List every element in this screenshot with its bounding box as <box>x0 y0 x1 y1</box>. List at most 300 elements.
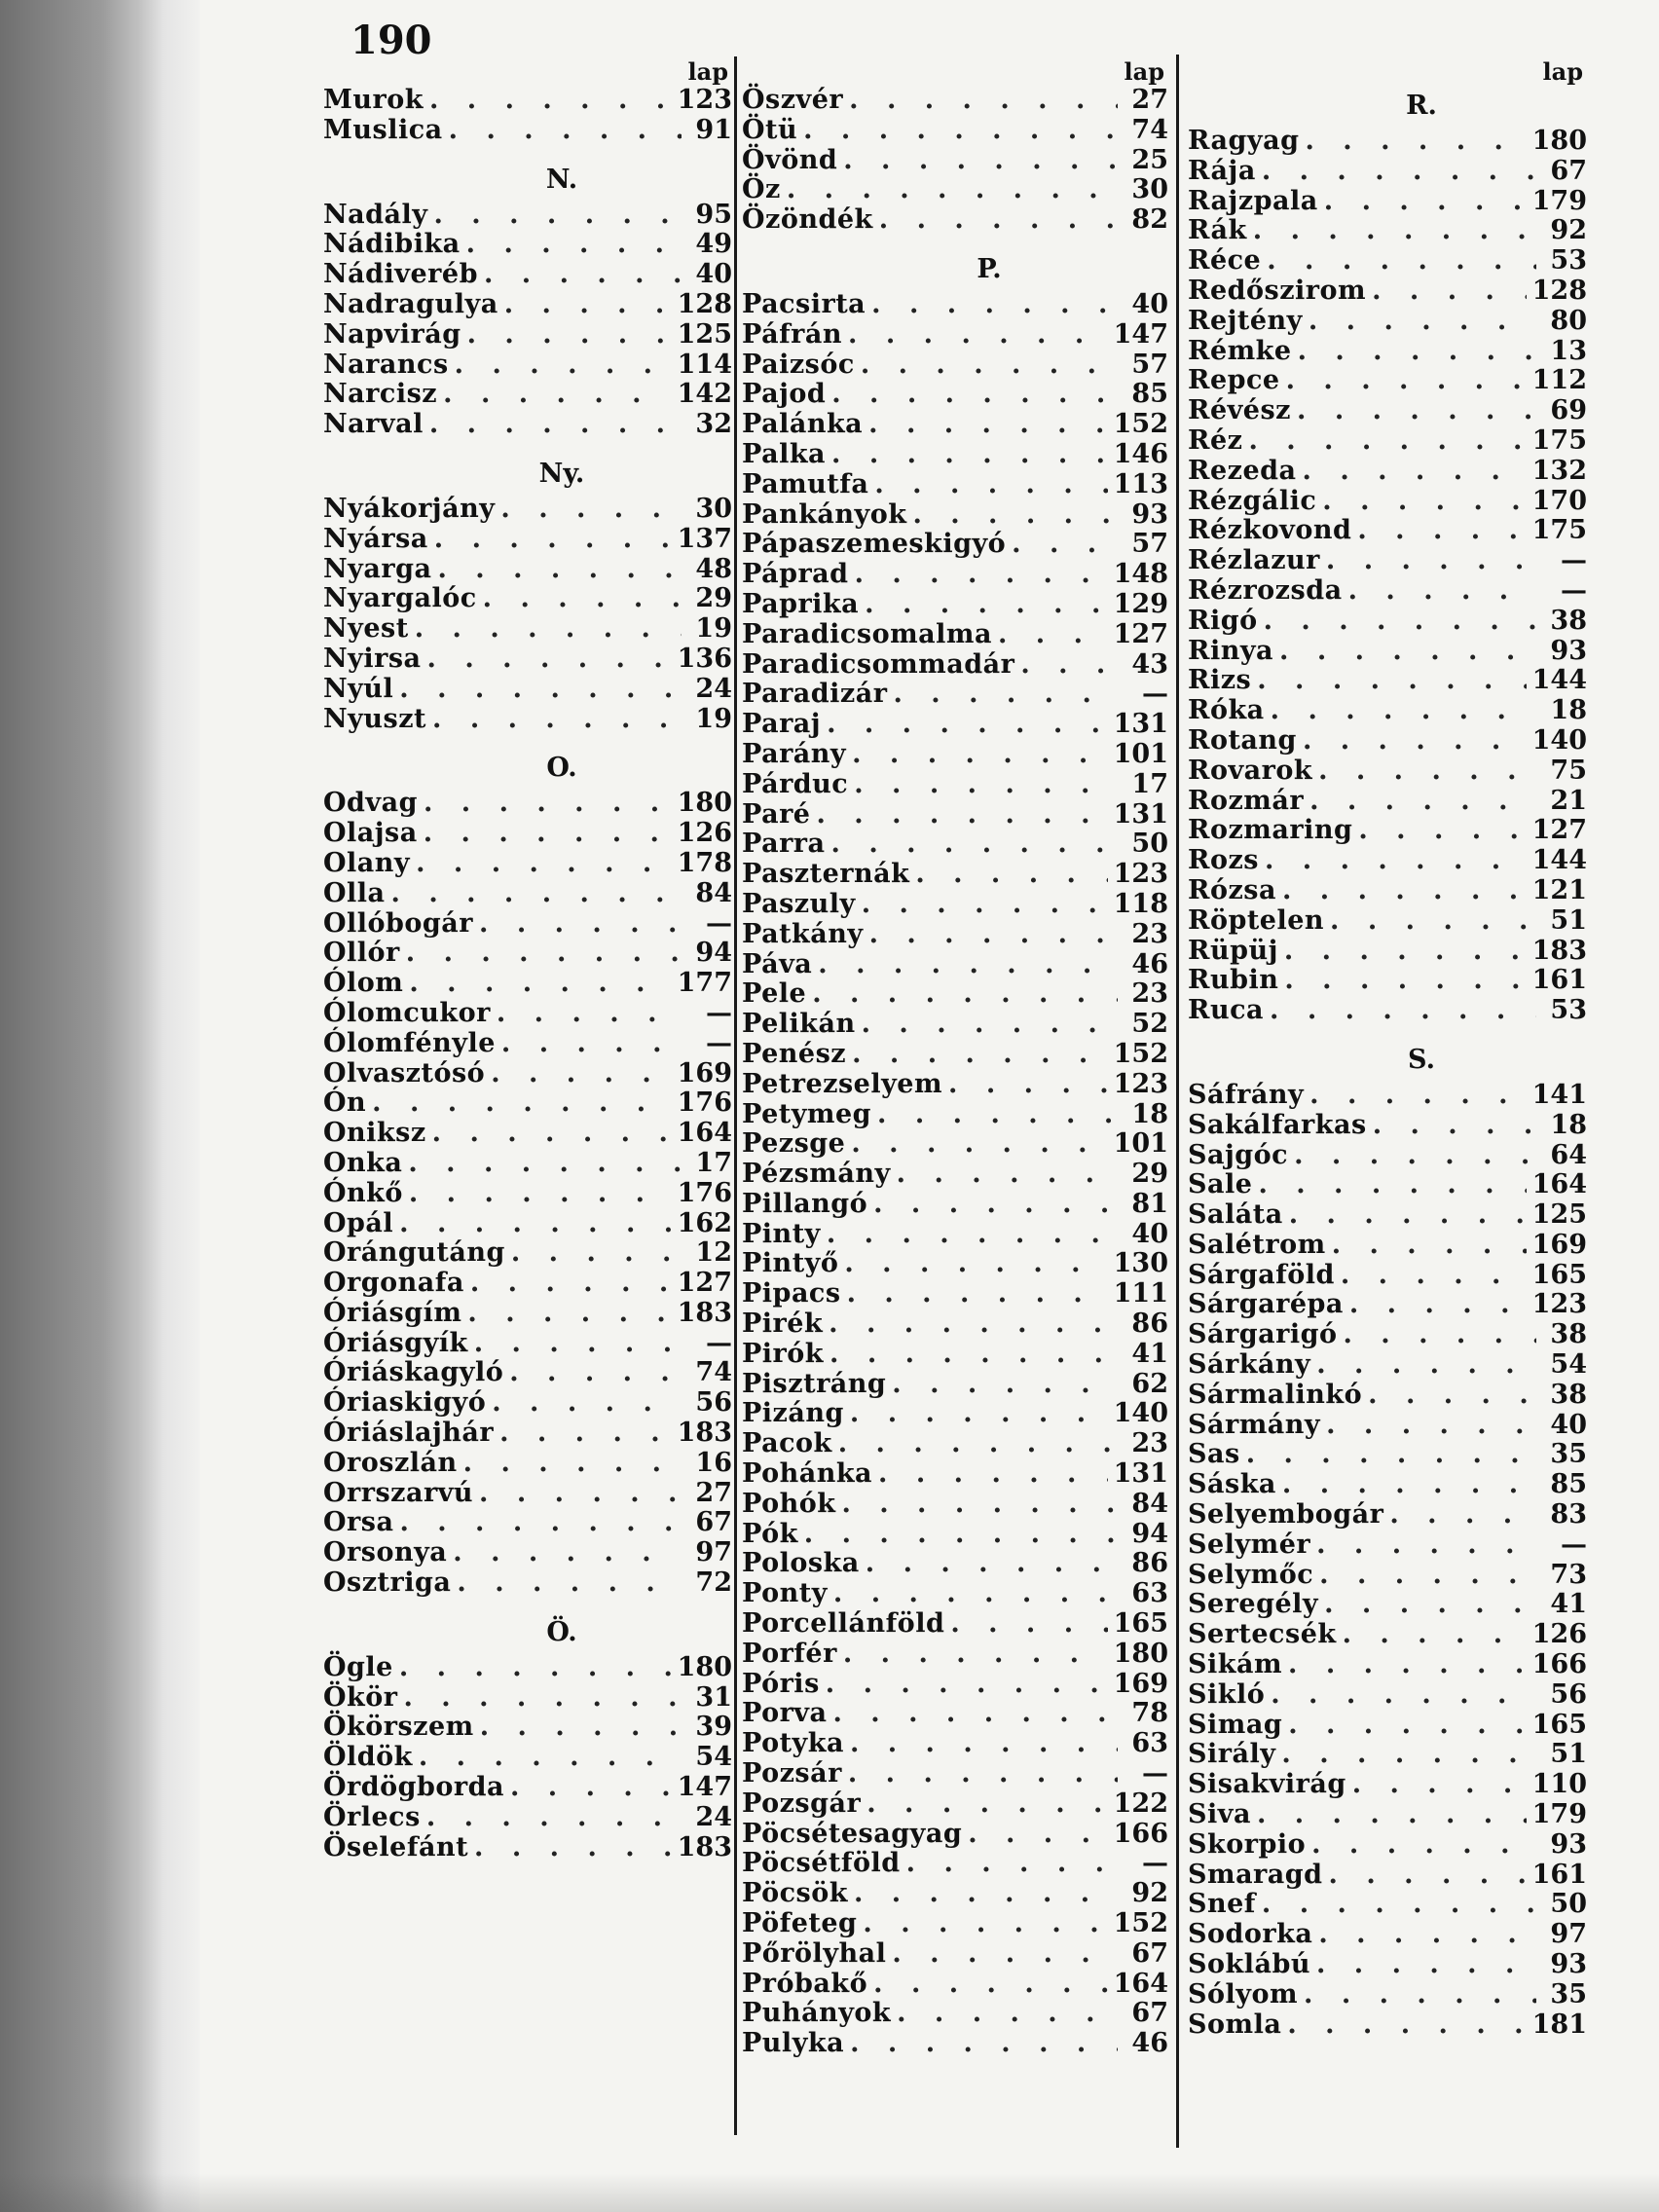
leader-dots <box>1248 426 1526 457</box>
entry-page-number: 67 <box>1550 155 1587 186</box>
entry-word: Sirály <box>1188 1739 1276 1770</box>
entry-page-number: 123 <box>677 85 732 115</box>
column-rule-left <box>734 56 737 2135</box>
entry-page-number: 183 <box>677 1831 732 1862</box>
index-entry <box>1188 576 1587 607</box>
entry-word: Pézsmány <box>742 1159 891 1190</box>
index-entry <box>742 86 1168 116</box>
entry-page-number: 54 <box>695 1742 732 1773</box>
index-entry <box>323 1743 732 1773</box>
entry-page-number: — <box>706 1327 732 1358</box>
index-entry <box>323 939 732 969</box>
index-entry <box>1188 996 1587 1026</box>
entry-word: Pelikán <box>742 1009 856 1040</box>
index-entry <box>323 495 732 525</box>
leader-dots <box>415 614 682 645</box>
leader-dots <box>830 1340 1118 1370</box>
entry-page-number: 48 <box>695 553 732 584</box>
leader-dots <box>841 1490 1118 1520</box>
entry-word: Sáfrány <box>1188 1079 1305 1110</box>
entry-page-number: 25 <box>1131 144 1168 175</box>
entry-page-number: 183 <box>677 1418 732 1449</box>
entry-page-number: 85 <box>1550 1469 1587 1500</box>
entry-page-number: 177 <box>677 968 732 999</box>
section-letter-heading: S. <box>1408 1044 1435 1075</box>
entry-page-number: 80 <box>1550 305 1587 336</box>
page-edge <box>136 0 204 2212</box>
leader-dots <box>406 939 682 969</box>
page-number: 190 <box>350 18 432 63</box>
entry-word: Paradicsomalma <box>742 618 992 649</box>
leader-dots <box>866 1789 1107 1820</box>
leader-dots <box>432 705 682 735</box>
leader-dots <box>467 320 672 350</box>
index-entry <box>742 1670 1168 1700</box>
leader-dots <box>437 555 682 585</box>
entry-page-number: 51 <box>1550 904 1587 936</box>
index-entry <box>742 950 1168 980</box>
entry-page-number: — <box>1561 574 1587 606</box>
index-entry <box>1188 1861 1587 1891</box>
leader-dots <box>501 1029 682 1059</box>
entry-page-number: 53 <box>1550 245 1587 276</box>
entry-page-number: 112 <box>1531 365 1587 396</box>
leader-dots <box>863 1909 1107 1939</box>
index-entry <box>323 410 732 440</box>
leader-dots <box>399 675 682 705</box>
entry-page-number: 127 <box>677 1268 732 1299</box>
index-entry <box>323 1238 732 1269</box>
entry-word: Póris <box>742 1668 820 1699</box>
index-entry <box>742 1609 1168 1640</box>
index-entry <box>323 969 732 999</box>
leader-dots <box>1309 1081 1526 1111</box>
entry-word: Ötü <box>742 114 798 145</box>
leader-dots <box>892 1939 1118 1970</box>
index-entry <box>1188 816 1587 846</box>
entry-word: Sárkány <box>1188 1349 1311 1381</box>
leader-dots <box>1289 1200 1527 1231</box>
leader-dots <box>827 1220 1118 1250</box>
leader-dots <box>843 1640 1108 1670</box>
index-entry <box>742 1520 1168 1550</box>
leader-dots <box>1271 696 1536 726</box>
leader-dots <box>1262 1890 1536 1920</box>
index-entry <box>323 1508 732 1538</box>
entry-page-number: 29 <box>695 583 732 614</box>
index-entry <box>323 260 732 290</box>
entry-page-number: 49 <box>695 229 732 260</box>
index-entry <box>1188 756 1587 787</box>
section-gap <box>323 1599 732 1612</box>
entry-word: Murok <box>323 85 424 115</box>
leader-dots <box>504 290 672 320</box>
leader-dots <box>408 1149 682 1179</box>
entry-word: Ruca <box>1188 995 1265 1026</box>
index-entry <box>742 1459 1168 1490</box>
leader-dots <box>449 116 682 146</box>
leader-dots <box>850 2029 1118 2059</box>
index-entry <box>742 1100 1168 1130</box>
entry-page-number: 67 <box>695 1507 732 1538</box>
entry-page-number: 94 <box>1131 1518 1168 1549</box>
entry-page-number: 170 <box>1531 485 1587 516</box>
leader-dots <box>1341 1261 1527 1291</box>
entry-word: Pápaszemeskigyó <box>742 529 1007 560</box>
index-entry <box>1188 1231 1587 1261</box>
entry-page-number: 166 <box>1531 1649 1587 1680</box>
index-entry <box>323 320 732 350</box>
leader-dots <box>906 1849 1118 1879</box>
entry-page-number: 128 <box>1531 275 1587 306</box>
index-entry <box>1188 1081 1587 1111</box>
leader-dots <box>1348 576 1536 607</box>
entry-page-number: 93 <box>1550 1949 1587 1980</box>
index-entry <box>1188 1590 1587 1620</box>
entry-word: Páfrán <box>742 318 843 350</box>
entry-word: Pohók <box>742 1488 836 1519</box>
entry-word: Nyarga <box>323 553 432 584</box>
index-entry <box>742 890 1168 920</box>
entry-word: Pöcsétföld <box>742 1848 901 1879</box>
leader-dots <box>409 1179 672 1209</box>
leader-dots <box>1012 530 1118 560</box>
index-entry <box>1188 337 1587 367</box>
entry-word: Oroszlán <box>323 1447 458 1478</box>
index-entry <box>323 555 732 585</box>
index-entry <box>1188 1170 1587 1200</box>
entry-page-number: 23 <box>1131 1428 1168 1459</box>
entry-word: Osztriga <box>323 1567 452 1599</box>
entry-word: Olajsa <box>323 818 418 849</box>
entry-word: Öz <box>742 174 781 205</box>
column-rule-right <box>1176 55 1179 2148</box>
entry-word: Rézlazur <box>1188 545 1320 576</box>
entry-word: Rézgálic <box>1188 485 1317 516</box>
entry-word: Sárgarigó <box>1188 1319 1338 1350</box>
leader-dots <box>915 860 1107 890</box>
entry-page-number: 69 <box>1550 395 1587 426</box>
entry-word: Snef <box>1188 1889 1256 1920</box>
entry-page-number: — <box>1142 679 1168 710</box>
entry-page-number: 123 <box>1531 1289 1587 1320</box>
entry-page-number: 12 <box>695 1237 732 1269</box>
leader-dots <box>409 969 671 999</box>
entry-page-number: 40 <box>1131 1218 1168 1249</box>
entry-word: Pozsár <box>742 1758 842 1789</box>
entry-page-number: 23 <box>1131 918 1168 949</box>
leader-dots <box>1316 1950 1536 1980</box>
entry-word: Porva <box>742 1698 828 1729</box>
index-entry <box>323 819 732 849</box>
entry-page-number: 164 <box>1531 1169 1587 1200</box>
index-entry <box>742 1040 1168 1070</box>
entry-word: Pinty <box>742 1218 821 1249</box>
entry-word: Palánka <box>742 409 864 440</box>
entry-word: Odvag <box>323 788 418 819</box>
entry-page-number: 86 <box>1131 1548 1168 1579</box>
entry-word: Parány <box>742 738 847 769</box>
leader-dots <box>852 1040 1108 1070</box>
entry-page-number: 19 <box>695 703 732 734</box>
index-entry <box>742 1909 1168 1939</box>
entry-page-number: 84 <box>1131 1488 1168 1519</box>
entry-page-number: 175 <box>1531 424 1587 456</box>
index-entry <box>742 1939 1168 1970</box>
index-entry <box>323 705 732 735</box>
index-entry <box>1188 1261 1587 1291</box>
index-entry <box>1188 846 1587 876</box>
section-gap <box>323 146 732 160</box>
entry-page-number: 17 <box>1131 768 1168 799</box>
entry-word: Rüpüj <box>1188 935 1278 966</box>
entry-word: Rejtény <box>1188 305 1303 336</box>
index-entry <box>742 1249 1168 1279</box>
leader-dots <box>831 440 1108 470</box>
entry-word: Pintyő <box>742 1248 839 1279</box>
entry-page-number: — <box>706 997 732 1028</box>
entry-page-number: 52 <box>1131 1009 1168 1040</box>
entry-word: Óriásgyík <box>323 1327 468 1358</box>
entry-word: Selymér <box>1188 1529 1311 1560</box>
index-entry <box>1188 1620 1587 1650</box>
entry-page-number: 129 <box>1113 588 1168 619</box>
index-entry <box>323 584 732 614</box>
leader-dots <box>426 1803 682 1833</box>
entry-word: Örlecs <box>323 1801 421 1832</box>
index-entry <box>742 1640 1168 1670</box>
entry-word: Somla <box>1188 2009 1282 2040</box>
entry-word: Ónkő <box>323 1177 403 1208</box>
index-entry <box>742 1879 1168 1909</box>
entry-page-number: 176 <box>677 1088 732 1119</box>
index-entry <box>1188 216 1587 246</box>
entry-page-number: 18 <box>1131 1098 1168 1129</box>
entry-word: Övönd <box>742 144 838 175</box>
entry-word: Röptelen <box>1188 904 1325 936</box>
entry-word: Porfér <box>742 1638 837 1669</box>
index-entry <box>742 860 1168 890</box>
leader-dots <box>866 1549 1118 1579</box>
index-entry <box>742 1789 1168 1820</box>
index-entry <box>742 680 1168 710</box>
leader-dots <box>803 116 1118 146</box>
index-entry <box>1188 637 1587 667</box>
leader-dots <box>831 830 1118 860</box>
index-entry <box>323 1329 732 1359</box>
entry-page-number: 30 <box>1131 174 1168 205</box>
entry-word: Paprika <box>742 588 860 619</box>
entry-page-number: — <box>706 907 732 939</box>
entry-word: Próbakő <box>742 1968 868 1999</box>
entry-page-number: 165 <box>1113 1608 1168 1640</box>
entry-page-number: 165 <box>1531 1709 1587 1740</box>
index-entry <box>1188 1770 1587 1800</box>
entry-page-number: 46 <box>1131 948 1168 979</box>
leader-dots <box>1284 966 1526 996</box>
index-entry <box>742 175 1168 205</box>
entry-page-number: 92 <box>1131 1878 1168 1909</box>
index-entry <box>323 1149 732 1179</box>
leader-dots <box>1279 637 1536 667</box>
entry-word: Pőrölyhal <box>742 1937 887 1969</box>
entry-page-number: 128 <box>677 288 732 319</box>
entry-word: Rovarok <box>1188 755 1313 786</box>
section-gap <box>1188 1026 1587 1040</box>
index-entry <box>742 1370 1168 1400</box>
entry-word: Özöndék <box>742 204 873 236</box>
entry-word: Rézkovond <box>1188 515 1352 546</box>
index-entry <box>742 1759 1168 1789</box>
index-entry <box>742 1999 1168 2029</box>
leader-dots <box>849 86 1118 116</box>
entry-page-number: 57 <box>1131 349 1168 380</box>
entry-page-number: 123 <box>1113 859 1168 890</box>
entry-word: Pohánka <box>742 1458 873 1490</box>
leader-dots <box>484 260 682 290</box>
leader-dots <box>838 1429 1118 1459</box>
leader-dots <box>852 740 1108 770</box>
leader-dots <box>831 380 1118 410</box>
leader-dots <box>470 1269 672 1299</box>
leader-dots <box>816 800 1107 830</box>
leader-dots <box>500 495 682 525</box>
index-entry <box>323 1713 732 1743</box>
entry-page-number: 84 <box>695 877 732 908</box>
leader-dots <box>509 1358 682 1388</box>
index-entry <box>1188 157 1587 187</box>
leader-dots <box>1286 366 1527 396</box>
index-entry <box>1188 666 1587 696</box>
entry-page-number: 23 <box>1131 978 1168 1010</box>
leader-dots <box>868 410 1107 440</box>
index-entry <box>1188 127 1587 157</box>
leader-dots <box>855 560 1108 590</box>
section-letter-heading: Ö. <box>546 1616 577 1647</box>
entry-page-number: 176 <box>677 1177 732 1208</box>
entry-page-number: 67 <box>1131 1937 1168 1969</box>
entry-page-number: 38 <box>1550 1379 1587 1410</box>
entry-word: Páva <box>742 948 813 979</box>
leader-dots <box>1343 1320 1536 1350</box>
entry-word: Sajgóc <box>1188 1139 1289 1170</box>
entry-page-number: 131 <box>1113 1458 1168 1490</box>
entry-word: Ökörszem <box>323 1712 474 1743</box>
index-entry <box>742 530 1168 560</box>
leader-dots <box>453 1538 682 1568</box>
index-column-3 <box>1188 58 1587 2040</box>
index-entry <box>742 650 1168 681</box>
index-entry <box>742 1309 1168 1340</box>
leader-dots <box>1297 396 1536 426</box>
entry-word: Ollór <box>323 938 400 969</box>
entry-page-number: 24 <box>695 673 732 704</box>
entry-page-number: 122 <box>1113 1788 1168 1819</box>
index-entry <box>742 1849 1168 1879</box>
index-entry <box>323 1358 732 1388</box>
leader-dots <box>968 1820 1107 1850</box>
leader-dots <box>1318 1920 1536 1950</box>
entry-word: Pacok <box>742 1428 832 1459</box>
entry-word: Óriaskigyó <box>323 1387 487 1419</box>
entry-word: Nyest <box>323 613 409 645</box>
entry-word: Pipacs <box>742 1278 841 1309</box>
leader-dots <box>455 350 672 381</box>
entry-page-number: 140 <box>1113 1398 1168 1429</box>
entry-page-number: — <box>706 1027 732 1058</box>
entry-page-number: 94 <box>695 938 732 969</box>
index-entry <box>1188 906 1587 937</box>
entry-page-number: 92 <box>1550 215 1587 246</box>
leader-dots <box>491 1059 671 1089</box>
entry-word: Ördögborda <box>323 1772 504 1803</box>
leader-dots <box>879 205 1118 236</box>
entry-word: Napvirág <box>323 318 461 350</box>
entry-word: Rinya <box>1188 635 1274 666</box>
leader-dots <box>1281 1740 1536 1770</box>
leader-dots <box>1357 516 1526 546</box>
index-entry <box>1188 1381 1587 1411</box>
lap-header: lap <box>1542 57 1583 86</box>
entry-page-number: 141 <box>1531 1079 1587 1110</box>
index-entry <box>742 1729 1168 1759</box>
entry-word: Nyargalóc <box>323 583 477 614</box>
index-entry <box>323 86 732 116</box>
entry-page-number: 97 <box>1550 1919 1587 1950</box>
entry-page-number: 75 <box>1550 755 1587 786</box>
leader-dots <box>871 290 1118 320</box>
entry-word: Ögle <box>323 1651 393 1682</box>
leader-dots <box>1309 307 1536 337</box>
entry-page-number: 18 <box>1550 1109 1587 1140</box>
index-entry <box>323 614 732 645</box>
entry-word: Narval <box>323 409 424 440</box>
index-entry <box>742 620 1168 650</box>
entry-page-number: 67 <box>1131 1998 1168 2029</box>
index-entry <box>742 1579 1168 1609</box>
entry-word: Sodorka <box>1188 1919 1313 1950</box>
leader-dots <box>998 620 1108 650</box>
entry-page-number: 81 <box>1131 1188 1168 1219</box>
index-entry <box>323 1803 732 1833</box>
entry-page-number: 169 <box>1531 1229 1587 1260</box>
leader-dots <box>1294 1141 1536 1171</box>
leader-dots <box>873 1970 1107 2000</box>
index-entry <box>323 1388 732 1419</box>
entry-word: Sas <box>1188 1439 1240 1470</box>
leader-dots <box>818 950 1118 980</box>
entry-word: Ponty <box>742 1578 828 1609</box>
index-entry <box>1188 1830 1587 1861</box>
leader-dots <box>844 1249 1107 1279</box>
entry-page-number: 125 <box>1531 1199 1587 1231</box>
entry-page-number: 110 <box>1531 1769 1587 1800</box>
entry-page-number: 19 <box>695 613 732 645</box>
entry-word: Pisztráng <box>742 1368 887 1399</box>
leader-dots <box>848 1759 1118 1789</box>
leader-dots <box>511 1238 682 1269</box>
index-entry <box>323 879 732 909</box>
index-entry <box>742 350 1168 381</box>
leader-dots <box>869 920 1118 950</box>
index-entry <box>742 710 1168 740</box>
index-entry <box>1188 787 1587 817</box>
leader-dots <box>1246 1440 1536 1470</box>
entry-page-number: 152 <box>1113 1038 1168 1069</box>
index-entry <box>742 920 1168 950</box>
entry-word: Puhányok <box>742 1998 892 2029</box>
entry-page-number: 111 <box>1113 1278 1168 1309</box>
